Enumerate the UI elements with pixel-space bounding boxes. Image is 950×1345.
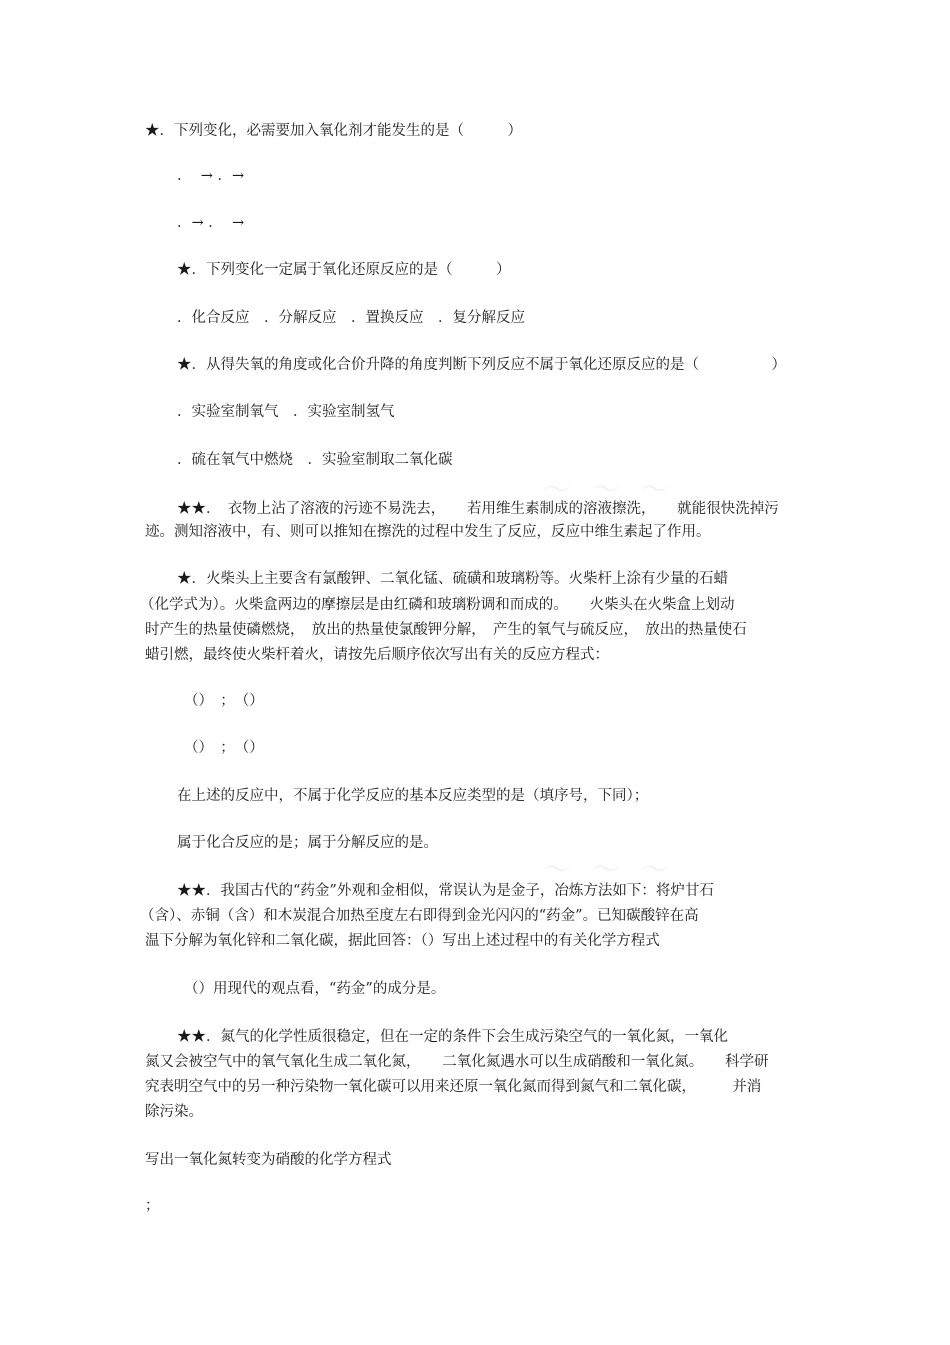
question-5-blanks-row2: （） ； （） [184,740,264,756]
question-7-answer-blank: ； [145,1198,160,1214]
question-7-subquestion: 写出一氧化氮转变为硝酸的化学方程式 [145,1152,392,1168]
question-1-options-row2: ．→ ． → [177,215,245,231]
question-4-line2: 迹。测知溶液中，有、则可以推知在擦洗的过程中发生了反应，反应中维生素起了作用。 [145,524,711,540]
question-5-blanks-row1: （） ； （） [184,693,264,709]
question-7-line1: ★★．氮气的化学性质很稳定，但在一定的条件下会生成污染空气的一氧化氮，一氧化 [177,1029,728,1045]
question-3-stem: ★．从得失氧的角度或化合价升降的角度判断下列反应不属于氧化还原反应的是（ ） [177,357,786,373]
question-5-line4: 蜡引燃，最终使火柴杆着火，请按先后顺序依次写出有关的反应方程式： [145,647,609,663]
question-5-line1: ★．火柴头上主要含有氯酸钾、二氧化锰、硫磺和玻璃粉等。火柴杆上涂有少量的石蜡 [177,571,728,587]
watermark: ～ ～ ～ [540,853,672,886]
question-7-line3: 究表明空气中的另一种污染物一氧化碳可以用来还原一氧化氮而得到氮气和二氧化碳， 并消 [145,1079,762,1095]
question-3-options-row2: ．硫在氧气中燃烧 ．实验室制取二氧化碳 [177,452,453,468]
question-5-line3: 时产生的热量使磷燃烧， 放出的热量使氯酸钾分解， 产生的氧气与硫反应， 放出的热量使石 [145,622,747,638]
question-7-line2: 氮又会被空气中的氧气氧化生成二氧化氮， 二氧化氮遇水可以生成硝酸和一氧化氮。 科学研 [145,1054,769,1070]
question-5-subquestion-1: 在上述的反应中，不属于化学反应的基本反应类型的是（填序号，下同）； [177,788,649,804]
question-4-line1: ★★． 衣物上沾了溶液的污迹不易洗去， 若用维生素制成的溶液擦洗， 就能很快洗掉污 [177,501,779,517]
question-3-options-row1: ．实验室制氧气 ．实验室制氢气 [177,404,395,420]
question-6-line2: （含）、赤铜（含）和木炭混合加热至度左右即得到金光闪闪的“药金”。已知碳酸锌在高 [140,908,699,924]
question-6-line3: 温下分解为氧化锌和二氧化碳，据此回答：（）写出上述过程中的有关化学方程式 [145,933,660,949]
watermark: ～ ～ ～ [540,473,672,506]
question-2-options: ．化合反应 ．分解反应 ．置换反应 ．复分解反应 [177,310,525,326]
question-2-stem: ★．下列变化一定属于氧化还原反应的是（ ） [177,262,511,278]
question-7-line4: 除污染。 [145,1104,203,1120]
question-1-options-row1: ． → ．→ [177,168,245,184]
question-6-line1: ★★．我国古代的“药金”外观和金相似，常误认为是金子，冶炼方法如下：将炉甘石 [177,883,714,899]
question-6-subquestion: （）用现代的观点看，“药金”的成分是。 [184,981,446,997]
question-5-line2: （化学式为）。火柴盒两边的摩擦层是由红磷和玻璃粉调和而成的。 火柴头在火柴盒上划动 [140,597,735,613]
question-1-stem: ★．下列变化，必需要加入氧化剂才能发生的是（ ） [145,123,522,139]
question-5-subquestion-2: 属于化合反应的是；属于分解反应的是。 [177,835,438,851]
